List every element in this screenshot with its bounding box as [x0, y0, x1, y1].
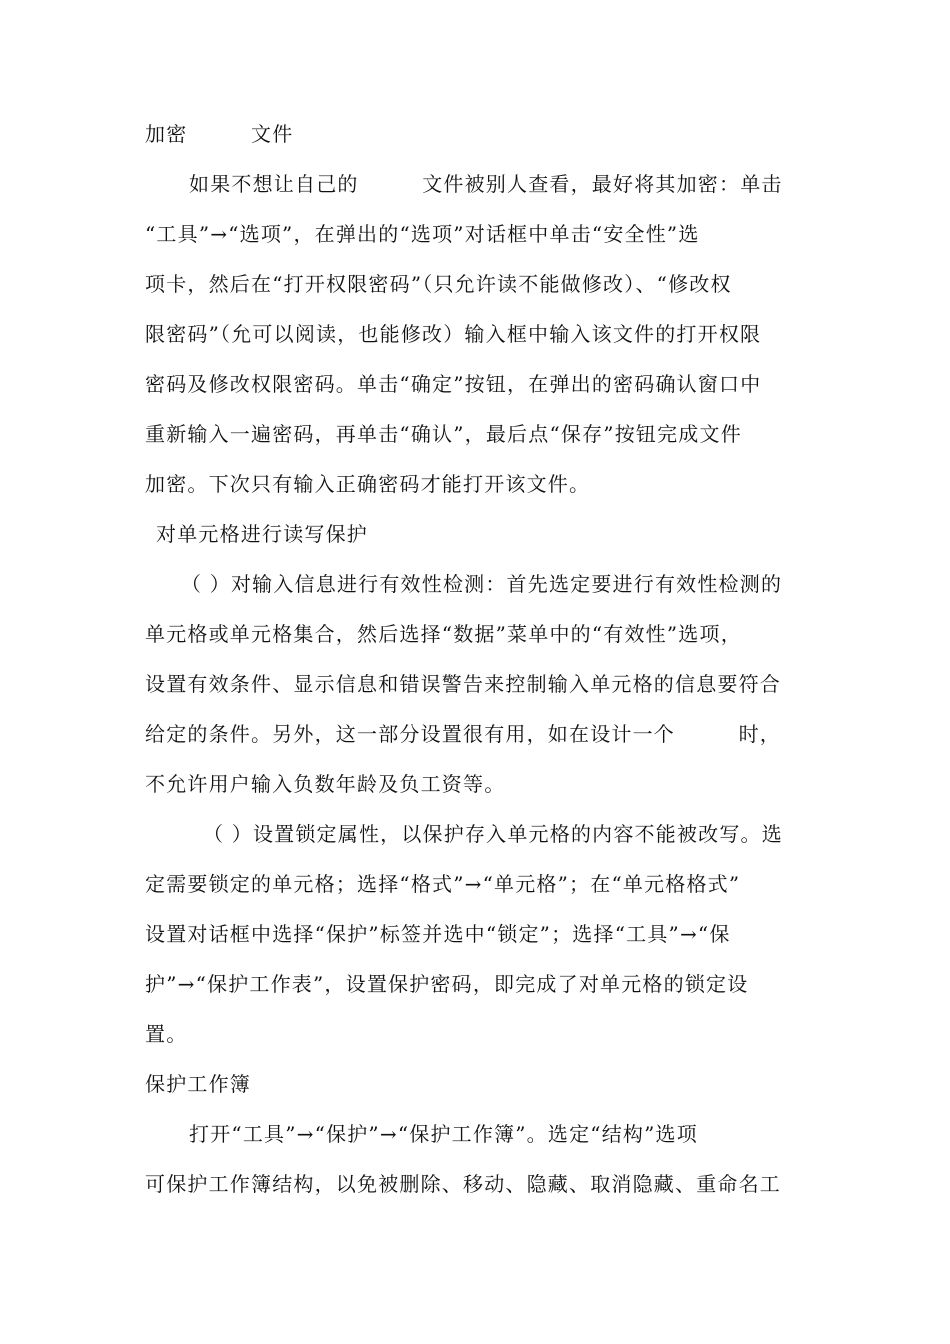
- paragraph-line: 项卡，然后在“打开权限密码”（只允许读不能做修改）、“修改权: [145, 272, 732, 296]
- heading-cell-protection: 对单元格进行读写保护: [156, 522, 368, 546]
- paragraph-line: “工具”→“选项”，在弹出的“选项”对话框中单击“安全性”选: [145, 222, 700, 246]
- paragraph-line: （ ）对输入信息进行有效性检测：首先选定要进行有效性检测的: [181, 572, 783, 596]
- paragraph-line: 不允许用户输入负数年龄及负工资等。: [145, 772, 506, 796]
- paragraph-line: 设置有效条件、显示信息和错误警告来控制输入单元格的信息要符合: [145, 672, 781, 696]
- paragraph-line: 如果不想让自己的 文件被别人查看，最好将其加密：单击: [189, 172, 783, 196]
- paragraph-line: 可保护工作簿结构，以免被删除、移动、隐藏、取消隐藏、重命名工: [145, 1172, 781, 1196]
- paragraph-line: 护”→“保护工作表”，设置保护密码，即完成了对单元格的锁定设: [145, 972, 749, 996]
- paragraph-line: 设置对话框中选择“保护”标签并选中“锁定”；选择“工具”→“保: [145, 922, 731, 946]
- paragraph-line: 定需要锁定的单元格；选择“格式”→“单元格”；在“单元格格式”: [145, 872, 741, 896]
- paragraph-line: 加密。下次只有输入正确密码才能打开该文件。: [145, 472, 591, 496]
- paragraph-line: 打开“工具”→“保护”→“保护工作簿”。选定“结构”选项: [189, 1122, 698, 1146]
- paragraph-line: （ ）设置锁定属性，以保护存入单元格的内容不能被改写。选: [203, 822, 783, 846]
- paragraph-line: 给定的条件。另外，这一部分设置很有用，如在设计一个 时，: [145, 722, 781, 746]
- heading-encrypt-file: 加密 文件: [145, 122, 294, 146]
- paragraph-line: 限密码”（允可以阅读，也能修改）输入框中输入该文件的打开权限: [145, 322, 762, 346]
- paragraph-line: 单元格或单元格集合，然后选择“数据”菜单中的“有效性”选项，: [145, 622, 742, 646]
- heading-protect-workbook: 保护工作簿: [145, 1072, 251, 1096]
- paragraph-line: 置。: [145, 1022, 188, 1046]
- paragraph-line: 密码及修改权限密码。单击“确定”按钮，在弹出的密码确认窗口中: [145, 372, 762, 396]
- paragraph-line: 重新输入一遍密码，再单击“确认”，最后点“保存”按钮完成文件: [145, 422, 742, 446]
